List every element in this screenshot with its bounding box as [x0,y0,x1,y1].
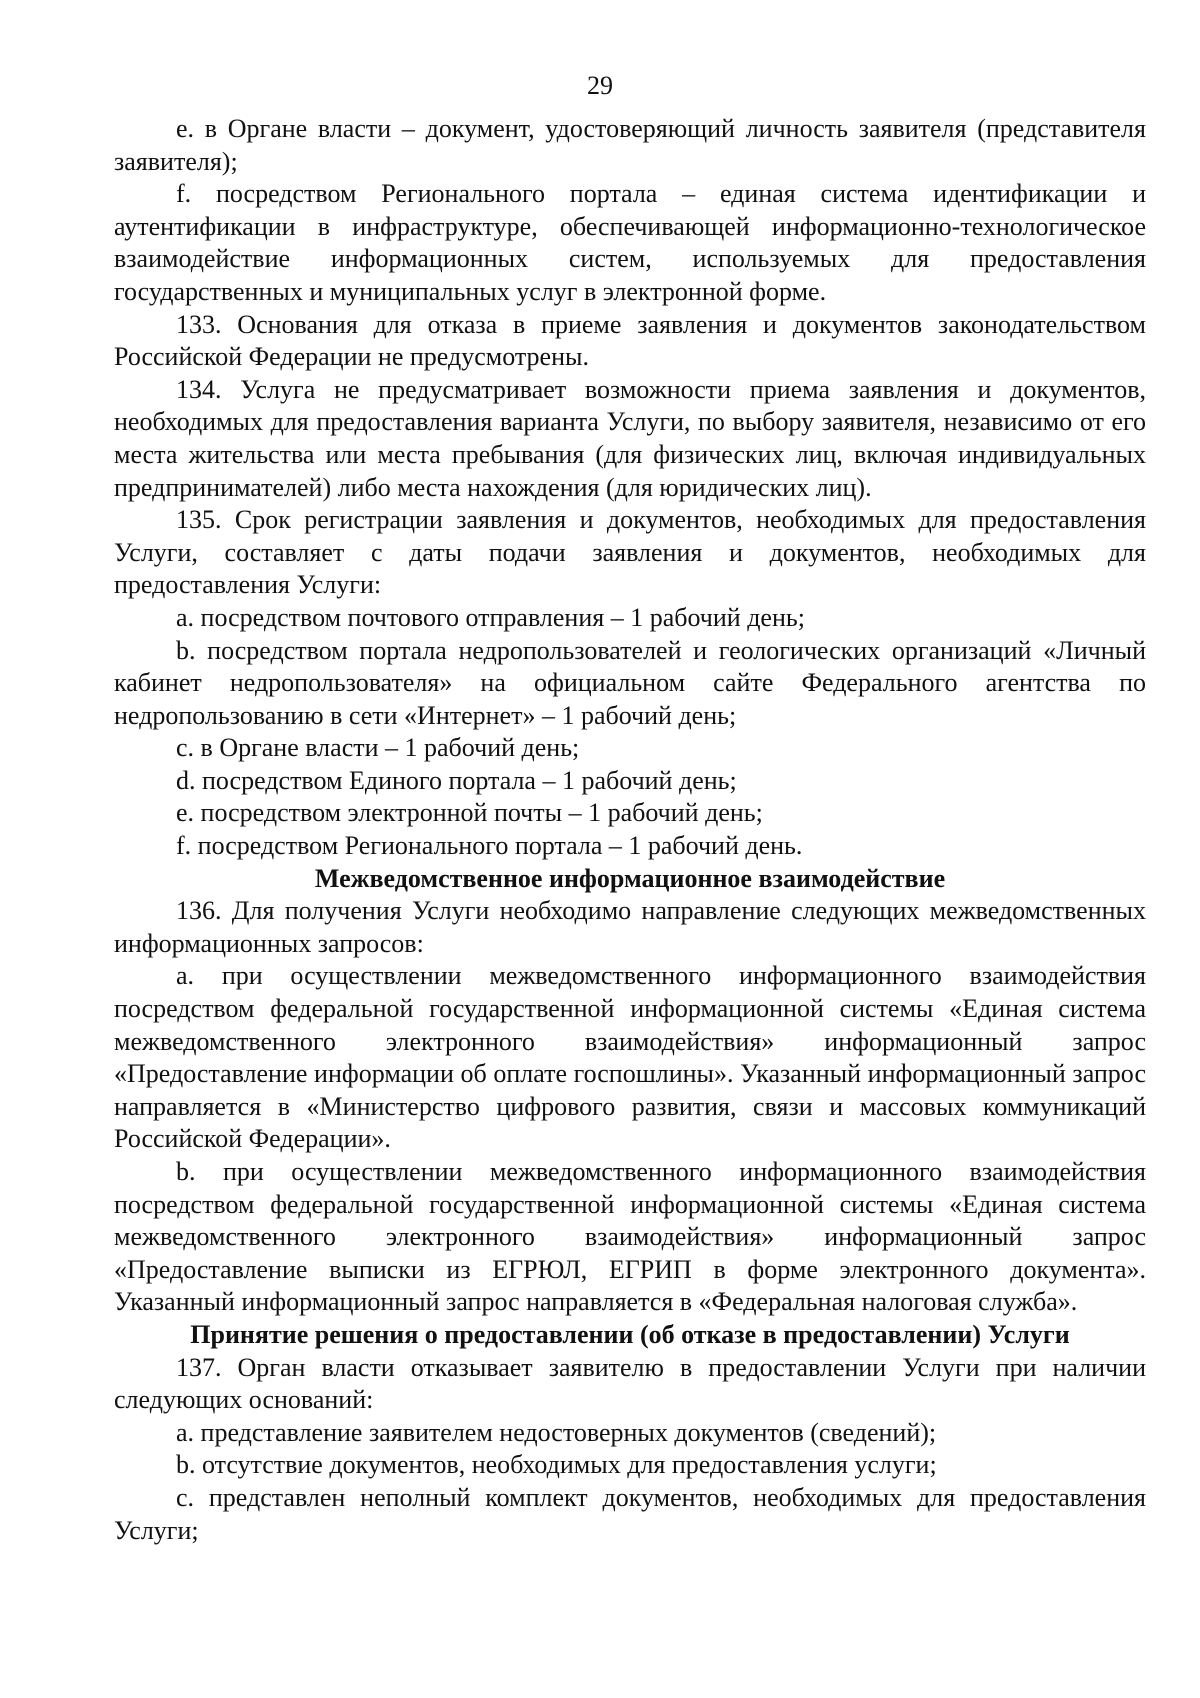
list-item-135-f: f. посредством Регионального портала – 1 рабочий день. [176,831,803,861]
document-body [114,113,1146,1547]
section-heading-interagency: Межведомственное информационное взаимодействие [314,863,946,893]
list-item-136-a: a. при осуществлении межведомственного информационного взаимодействия посредством федеральной государственной информационной системы «Единая система межведомственного электронного взаимодействия» информационный запрос «Предоставление информации об оплате госпошлины». Указанный информационный запрос направляется в «Министерство цифрового развития, связи и массовых коммуникаций Российской Федерации». [114,961,1146,1154]
list-item-137-b: b. отсутствие документов, необходимых для предоставления услуги; [176,1450,937,1480]
paragraph-134: 134. Услуга не предусматривает возможности приема заявления и документов, необходимых для предоставления варианта Услуги, по выбору заявителя, независимо от его места жительства или места пребывания (для физических лиц, включая индивидуальных предпринимателей) либо места нахождения (для юридических лиц). [114,374,1146,502]
paragraph-135: 135. Срок регистрации заявления и документов, необходимых для предоставления Услуги, составляет с даты подачи заявления и документов, необходимых для предоставления Услуги: [114,505,1146,600]
list-item-137-c: c. представлен неполный комплект документов, необходимых для предоставления Услуги; [114,1482,1146,1545]
list-item-135-e: e. посредством электронной почты – 1 рабочий день; [176,798,763,828]
section-heading-decision: Принятие решения о предоставлении (об отказе в предоставлении) Услуги [190,1319,1070,1349]
paragraph-f-regional-portal-auth: f. посредством Регионального портала – единая система идентификации и аутентификации в инфраструктуре, обеспечивающей информационно-технологическое взаимодействие информационных систем, используемых для предоставления государственных и муниципальных услуг в электронной форме. [114,179,1146,306]
paragraph-133: 133. Основания для отказа в приеме заявления и документов законодательством Российской Федерации не предусмотрены. [114,309,1146,372]
paragraph-136: 136. Для получения Услуги необходимо направление следующих межведомственных информационных запросов: [114,896,1146,958]
list-item-136-b: b. при осуществлении межведомственного информационного взаимодействия посредством федеральной государственной информационной системы «Единая система межведомственного электронного взаимодействия» информационный запрос «Предоставление выписки из ЕГРЮЛ, ЕГРИП в форме электронного документа». Указанный информационный запрос направляется в «Федеральная налоговая служба». [114,1157,1146,1317]
list-item-135-b: b. посредством портала недропользователей и геологических организаций «Личный кабинет недропользователя» на официальном сайте Федерального агентства по недропользованию в сети «Интернет» – 1 рабочий день; [114,635,1146,730]
list-item-137-a: a. представление заявителем недостоверных документов (сведений); [176,1417,937,1447]
page-number: 29 [587,71,613,100]
list-item-135-a: a. посредством почтового отправления – 1 рабочий день; [176,602,805,632]
list-item-135-d: d. посредством Единого портала – 1 рабочий день; [176,765,737,795]
paragraph-137: 137. Орган власти отказывает заявителю в предоставлении Услуги при наличии следующих оснований: [114,1352,1146,1415]
paragraph-e-identity-document: e. в Органе власти – документ, удостоверяющий личность заявителя (представителя заявителя); [114,114,1146,176]
list-item-135-c: c. в Органе власти – 1 рабочий день; [176,733,580,763]
